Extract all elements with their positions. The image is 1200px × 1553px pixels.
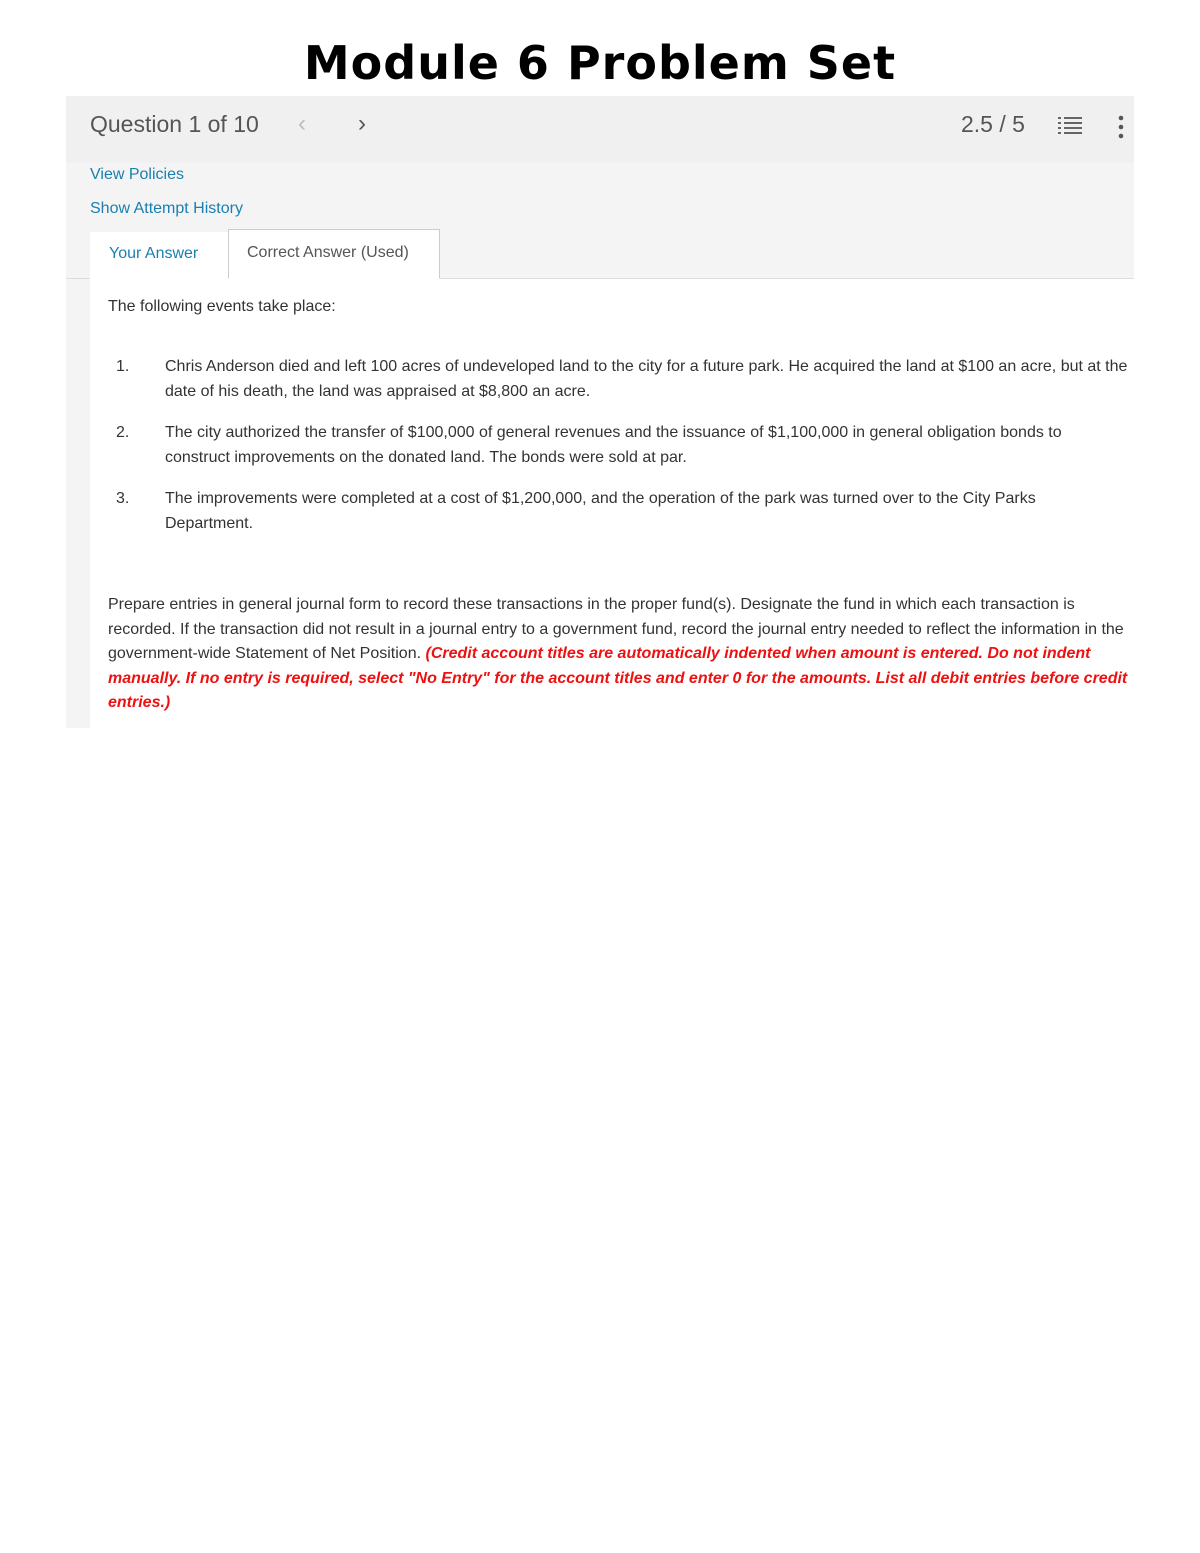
kebab-menu-icon[interactable] bbox=[1116, 115, 1126, 139]
list-item bbox=[108, 354, 1128, 404]
instructions-text: Prepare entries in general journal form to record these transactions in the proper fund(s). Designate the fund in which each transaction is recorded. If the transaction did not result in a journal entry to a government fund, record the journal entry needed to reflect the information in the government-wide Statement of Net Position. bbox=[108, 596, 1124, 662]
view-policies-link[interactable]: View Policies bbox=[90, 166, 184, 183]
question-instructions bbox=[108, 593, 1132, 716]
previous-question-button[interactable]: ‹ bbox=[298, 110, 306, 137]
score-display: 2.5 / 5 bbox=[961, 111, 1025, 137]
question-panel bbox=[66, 96, 1134, 728]
tab-your-answer[interactable]: Your Answer bbox=[90, 232, 228, 279]
event-number: 2. bbox=[116, 424, 130, 441]
instructions-emphasis: (Credit account titles are automatically indented when amount is entered. Do not indent manually. If no entry is required, select "No Entry" for the account titles and enter 0 for the amounts. List all debit entries before credit entries.) bbox=[108, 645, 1128, 711]
event-number: 1. bbox=[116, 358, 130, 375]
tab-correct-answer[interactable]: Correct Answer (Used) bbox=[228, 229, 440, 279]
event-text: The city authorized the transfer of $100,000 of general revenues and the issuance of $1,100,000 in general obligation bonds to construct improvements on the donated land. The bonds were sold at par. bbox=[165, 424, 1062, 466]
event-number: 3. bbox=[116, 490, 130, 507]
events-list bbox=[108, 354, 1128, 552]
question-header-bar bbox=[66, 96, 1134, 163]
question-counter: Question 1 of 10 bbox=[90, 111, 259, 137]
list-icon[interactable] bbox=[1058, 116, 1082, 138]
document-title: Module 6 Problem Set bbox=[303, 36, 897, 90]
show-attempt-history-link[interactable]: Show Attempt History bbox=[90, 200, 243, 217]
question-intro: The following events take place: bbox=[108, 298, 336, 315]
event-text: The improvements were completed at a cost of $1,200,000, and the operation of the park was turned over to the City Parks Department. bbox=[165, 490, 1036, 532]
next-question-button[interactable]: › bbox=[358, 110, 366, 137]
list-item bbox=[108, 420, 1128, 470]
list-item bbox=[108, 486, 1128, 536]
question-content bbox=[90, 279, 1134, 728]
event-text: Chris Anderson died and left 100 acres of undeveloped land to the city for a future park. He acquired the land at $100 an acre, but at the date of his death, the land was appraised at $8,800 an acre. bbox=[165, 358, 1128, 400]
